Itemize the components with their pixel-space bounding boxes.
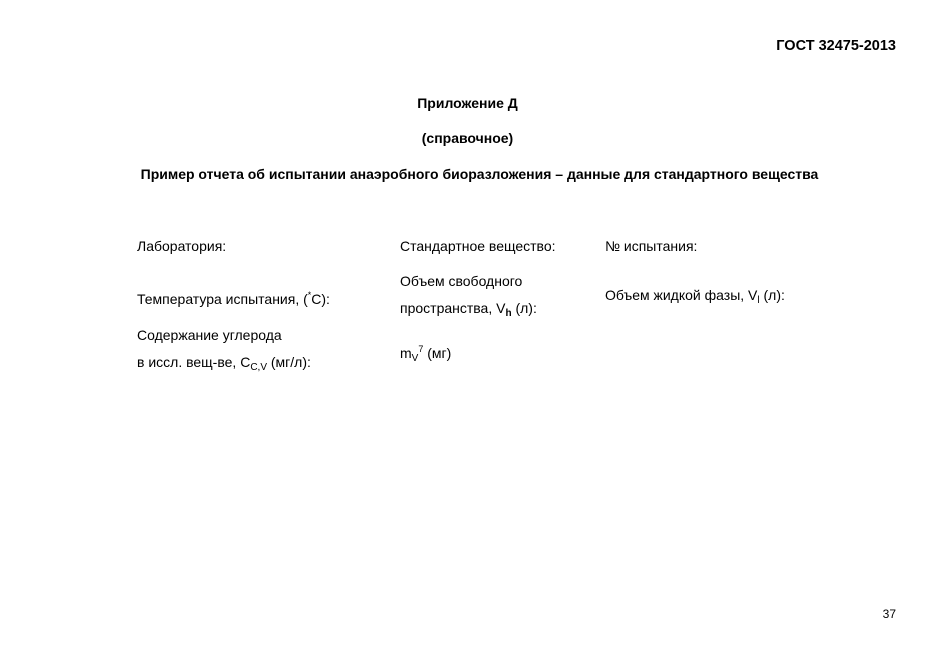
standard-code: ГОСТ 32475-2013 [776, 38, 896, 54]
page-number: 37 [882, 607, 896, 621]
test-number-label: № испытания: [605, 238, 698, 254]
temperature-label: Температура испытания, (*С): [137, 290, 330, 307]
appendix-title: Приложение Д [417, 95, 518, 111]
reference-substance-label: Стандартное вещество: [400, 238, 556, 254]
carbon-content-label: Содержание углерода в иссл. вещ-ве, $C_{C,V}$ (мг/л): [137, 327, 311, 373]
mass-label: $m_V^7$ (мг) [400, 344, 452, 364]
headspace-volume-label: Объем свободного пространства, $V_h$ (л): [400, 273, 537, 319]
laboratory-label: Лаборатория: [137, 238, 227, 254]
appendix-subtitle: Пример отчета об испытании анаэробного биоразложения – данные для стандартного вещества [140, 166, 819, 182]
liquid-volume-label: Объем жидкой фазы, $V_l$ (л): [605, 287, 785, 306]
appendix-type: (справочное) [421, 130, 514, 146]
